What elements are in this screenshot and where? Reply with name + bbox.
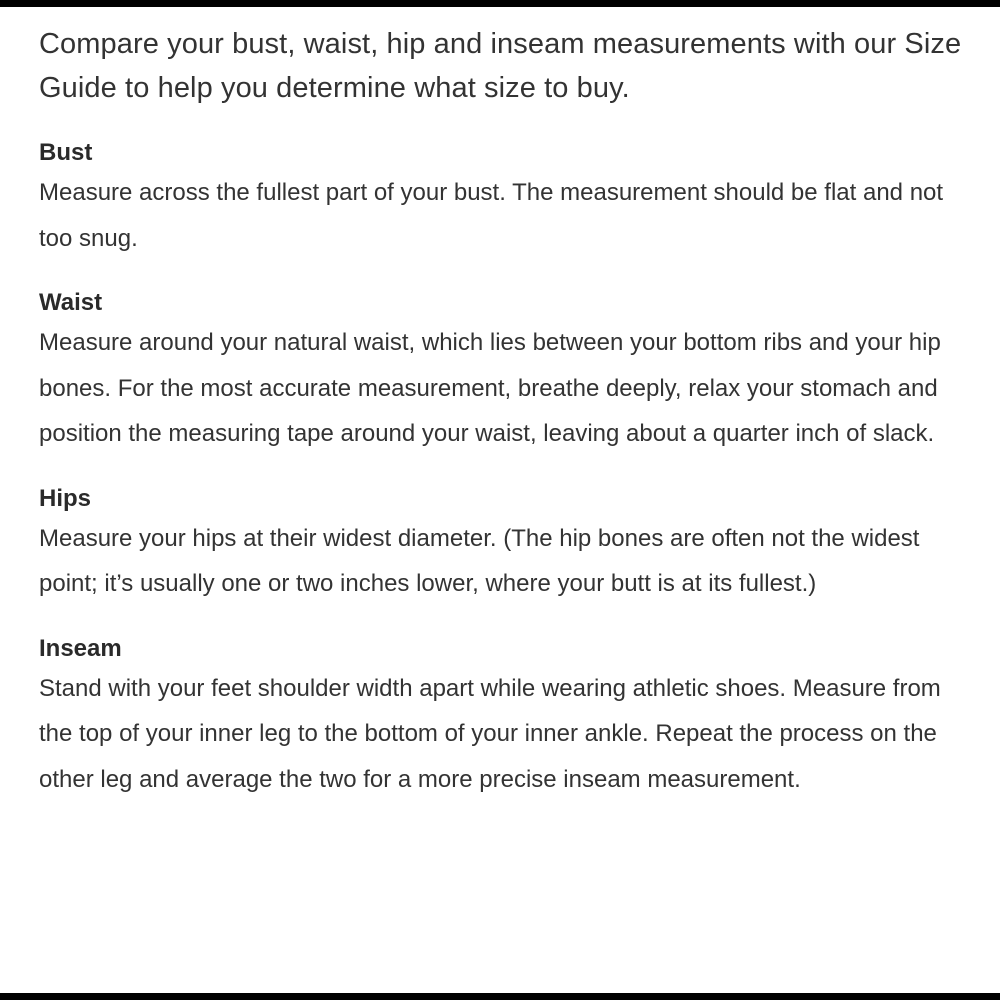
section-heading-hips: Hips [39,484,92,512]
section-hips [39,482,969,607]
section-heading-bust: Bust [39,139,93,166]
section-heading-waist: Waist [39,289,103,316]
section-body-hips: Measure your hips at their widest diameter. (The hip bones are often not the widest point; it’s usually one or two inches lower, where your butt is at its fullest.) [39,524,920,597]
size-guide-content [39,22,969,802]
section-bust [39,136,969,261]
section-heading-inseam: Inseam [39,634,122,662]
section-waist [39,286,969,457]
section-body-waist: Measure around your natural waist, which lies between your bottom ribs and your hip bones. For the most accurate measurement, breathe deeply, relax your stomach and position the measuring tape around your waist, leaving about a quarter inch of slack. [39,329,941,447]
size-guide-page [0,7,1000,993]
intro-paragraph: Compare your bust, waist, hip and inseam measurements with our Size Guide to help you determine what size to buy. [39,28,962,104]
section-body-bust: Measure across the fullest part of your bust. The measurement should be flat and not too snug. [39,179,944,252]
section-inseam [39,632,969,803]
section-body-inseam: Stand with your feet shoulder width apart while wearing athletic shoes. Measure from the top of your inner leg to the bottom of your inner ankle. Repeat the process on the other leg and average the two for a more precise inseam measurement. [39,674,941,793]
